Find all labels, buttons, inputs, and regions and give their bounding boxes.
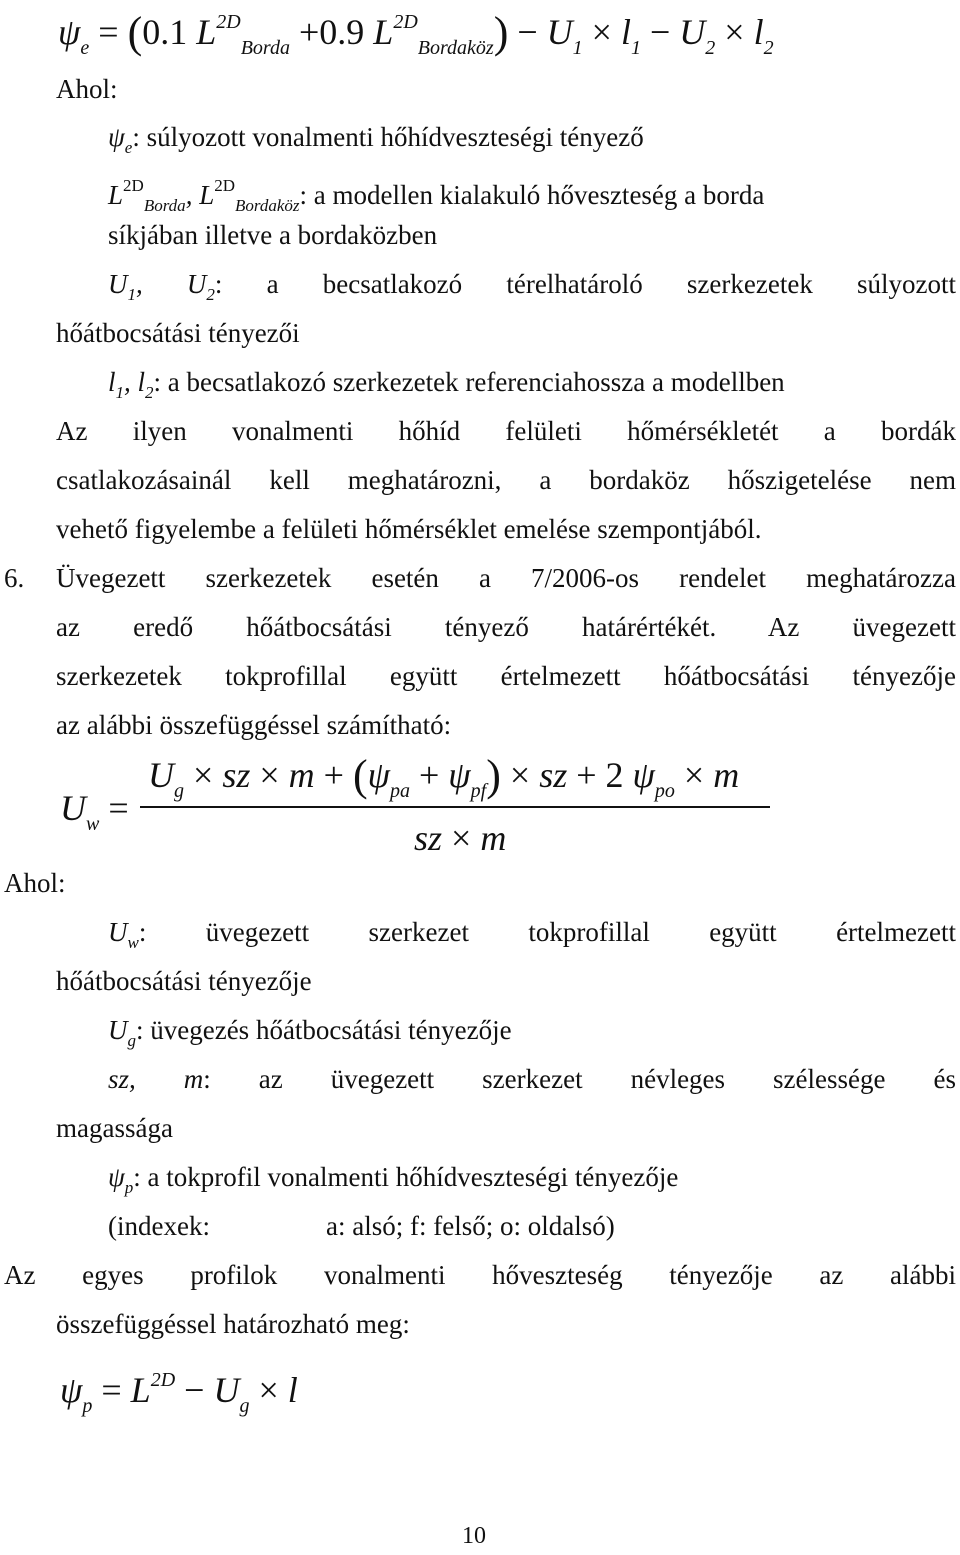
equation-psi-p xyxy=(60,1360,298,1426)
eq2-sub-pa: pa xyxy=(389,780,410,802)
def-l-symbol-2: l xyxy=(137,367,146,397)
equation-psi-e xyxy=(58,2,774,68)
def-Uw-sub: w xyxy=(127,933,139,952)
def-psi-e-sub: e xyxy=(124,138,133,157)
eq1-coef-1: 0.1 xyxy=(142,12,188,52)
eq1-U2: U xyxy=(679,12,706,52)
eq2-psi-po: ψ xyxy=(632,755,655,795)
eq1-sub-2b: 2 xyxy=(763,37,774,59)
definition-U-cont: hőátbocsátási tényezői xyxy=(56,318,300,348)
eq2-psi-pa: ψ xyxy=(367,755,390,795)
para1-line-3: vehető figyelembe a felületi hőmérséklet emelése szempontjából. xyxy=(56,514,762,544)
eq3-sub-p: p xyxy=(82,1395,93,1417)
def-U-sub-1: 1 xyxy=(127,285,136,304)
eq1-l2: l xyxy=(753,12,764,52)
eq3-times: × xyxy=(258,1370,279,1410)
definition-L2d-cont: síkjában illetve a bordaközben xyxy=(108,220,438,250)
def-L-comma: , xyxy=(185,180,193,210)
eq1-l1: l xyxy=(620,12,631,52)
eq1-equals: = xyxy=(98,12,119,52)
definition-psi-p xyxy=(108,1159,678,1206)
def-Ug-symbol: U xyxy=(108,1015,128,1045)
def-U-comma: , xyxy=(136,269,143,299)
eq1-sub-1a: 1 xyxy=(572,37,583,59)
def-sz-m-symbols: sz, m xyxy=(108,1064,204,1094)
eq3-L: L xyxy=(130,1370,151,1410)
item-6-line-2: az eredő hőátbocsátási tényező határértékét. Az üvegezett xyxy=(56,612,956,642)
eq2-equals: = xyxy=(108,788,129,828)
eq1-sub-1b: 1 xyxy=(630,37,641,59)
def-psi-p-symbol: ψ xyxy=(108,1162,125,1192)
para2-line-1: Az egyes profilok vonalmenti hőveszteség tényezője az alábbi xyxy=(4,1260,956,1290)
eq3-sup-2d: 2D xyxy=(150,1369,176,1391)
eq2-den-sz: sz xyxy=(414,818,443,858)
eq2-m-2: m xyxy=(713,755,740,795)
def-l-symbol-1: l xyxy=(108,367,116,397)
eq2-times-3: × xyxy=(509,755,531,795)
def-L-sup-2: 2D xyxy=(214,176,235,195)
def-l-sub-1: 1 xyxy=(115,383,125,402)
eq1-sub-borda: Borda xyxy=(240,37,290,59)
eq2-times-1: × xyxy=(193,755,214,795)
eq1-times-1: × xyxy=(591,12,612,52)
ahol-label-2: Ahol: xyxy=(4,868,66,898)
eq2-plus-2: + xyxy=(418,755,440,795)
def-U-symbol-2: U xyxy=(186,269,207,299)
def-l-sub-2: 2 xyxy=(145,383,154,402)
item-6-number: 6. xyxy=(4,563,25,593)
eq2-two: 2 xyxy=(605,755,624,795)
def-U-text: : a becsatlakozó térelhatároló szerkezetek súlyozott xyxy=(214,269,956,299)
eq3-sub-g: g xyxy=(239,1395,250,1417)
eq2-U: U xyxy=(60,788,86,828)
eq2-sz-2: sz xyxy=(539,755,568,795)
eq1-coef-2: 0.9 xyxy=(319,12,365,52)
eq1-minus-2: − xyxy=(649,12,671,52)
eq3-equals: = xyxy=(101,1370,122,1410)
indexes-text: a: alsó; f: felső; o: oldalsó) xyxy=(326,1211,615,1241)
eq2-plus-1: + xyxy=(323,755,344,795)
definition-psi-e xyxy=(108,119,644,166)
eq1-sub-bordakoz: Bordaköz xyxy=(417,37,494,59)
def-psi-e-symbol: ψ xyxy=(108,122,125,152)
para2-line-2: összefüggéssel határozható meg: xyxy=(56,1309,410,1339)
equation-Uw-lhs xyxy=(60,788,129,844)
eq2-times-4: × xyxy=(683,755,705,795)
page-number: 10 xyxy=(462,1523,486,1549)
eq2-times-2: × xyxy=(259,755,280,795)
def-L-symbol-1: L xyxy=(108,180,124,210)
eq1-psi: ψ xyxy=(58,12,81,52)
def-L-sup-1: 2D xyxy=(123,176,144,195)
eq1-minus-1: − xyxy=(517,12,538,52)
def-l-comma: , xyxy=(124,367,131,397)
eq1-open-paren: ( xyxy=(127,8,143,57)
eq1-times-2: × xyxy=(724,12,745,52)
def-L-symbol-2: L xyxy=(199,180,215,210)
para1-line-2: csatlakozásainál kell meghatározni, a bordaköz hőszigetelése nem xyxy=(56,465,956,495)
equation-Uw-denominator xyxy=(414,818,506,858)
eq1-L-borda: L xyxy=(196,12,217,52)
eq2-plus-3: + xyxy=(576,755,597,795)
eq1-sub-e: e xyxy=(80,37,90,59)
definition-sz-m-cont: magassága xyxy=(56,1113,173,1143)
def-U-symbol-1: U xyxy=(108,269,128,299)
eq1-close-paren: ) xyxy=(493,8,509,57)
ahol-label-1: Ahol: xyxy=(56,74,118,104)
eq2-den-m: m xyxy=(480,818,507,858)
eq1-L-bordakoz: L xyxy=(373,12,394,52)
eq3-U: U xyxy=(213,1370,240,1410)
eq2-m-1: m xyxy=(288,755,315,795)
eq1-U1: U xyxy=(546,12,573,52)
def-l-text: : a becsatlakozó szerkezetek referenciahossza a modellben xyxy=(153,367,785,397)
eq2-sub-g: g xyxy=(174,780,184,802)
eq2-open-paren: ( xyxy=(352,751,368,800)
definition-l xyxy=(108,364,785,411)
eq2-Ug: U xyxy=(148,755,174,795)
definition-Uw-cont: hőátbocsátási tényezője xyxy=(56,966,312,996)
definition-Ug xyxy=(108,1012,512,1059)
def-L-sub-borda: Borda xyxy=(143,196,186,215)
eq2-den-times: × xyxy=(451,818,472,858)
eq1-sub-2a: 2 xyxy=(705,37,716,59)
eq3-minus: − xyxy=(184,1370,205,1410)
def-sz-m-text: : az üvegezett szerkezet névleges szélessége és xyxy=(203,1064,956,1094)
def-L-sub-bordakoz: Bordaköz xyxy=(235,196,300,215)
def-Uw-symbol: U xyxy=(108,917,128,947)
eq1-sup-2d-b: 2D xyxy=(393,11,418,33)
def-psi-p-text: : a tokprofil vonalmenti hőhídveszteségi tényezője xyxy=(133,1162,679,1192)
eq2-psi-pf: ψ xyxy=(448,755,471,795)
equation-Uw-fraction-bar xyxy=(140,806,770,808)
item-6-line-3: szerkezetek tokprofillal együtt értelmezett hőátbocsátási tényezője xyxy=(56,661,956,691)
def-psi-e-text: : súlyozott vonalmenti hőhídveszteségi tényező xyxy=(132,122,644,152)
indexes-label: (indexek: xyxy=(108,1211,210,1241)
definition-L2d xyxy=(108,168,956,224)
def-psi-p-sub: p xyxy=(124,1178,134,1197)
eq2-close-paren: ) xyxy=(486,751,501,800)
definition-Uw xyxy=(108,914,956,961)
def-U-sub-2: 2 xyxy=(206,285,215,304)
def-Uw-text: : üvegezett szerkezet tokprofillal együtt értelmezett xyxy=(138,917,956,947)
equation-Uw-numerator xyxy=(148,751,740,811)
eq3-psi: ψ xyxy=(60,1370,83,1410)
item-6-line-4: az alábbi összefüggéssel számítható: xyxy=(56,710,452,740)
def-Ug-sub: g xyxy=(127,1031,136,1050)
eq2-sz-1: sz xyxy=(222,755,251,795)
eq1-sup-2d: 2D xyxy=(216,11,241,33)
def-Ug-text: : üvegezés hőátbocsátási tényezője xyxy=(136,1015,512,1045)
eq2-sub-po: po xyxy=(654,780,675,802)
definition-sz-m xyxy=(108,1061,956,1097)
eq2-sub-w: w xyxy=(86,813,100,835)
definition-U xyxy=(108,266,956,313)
para1-line-1: Az ilyen vonalmenti hőhíd felületi hőmérsékletét a bordák xyxy=(56,416,956,446)
eq3-l: l xyxy=(287,1370,298,1410)
eq1-plus: + xyxy=(298,12,320,52)
item-6-line-1: Üvegezett szerkezetek esetén a 7/2006-os rendelet meghatározza xyxy=(56,563,956,593)
def-L-text: : a modellen kialakuló hőveszteség a borda xyxy=(299,180,765,210)
eq2-sub-pf: pf xyxy=(470,780,487,802)
